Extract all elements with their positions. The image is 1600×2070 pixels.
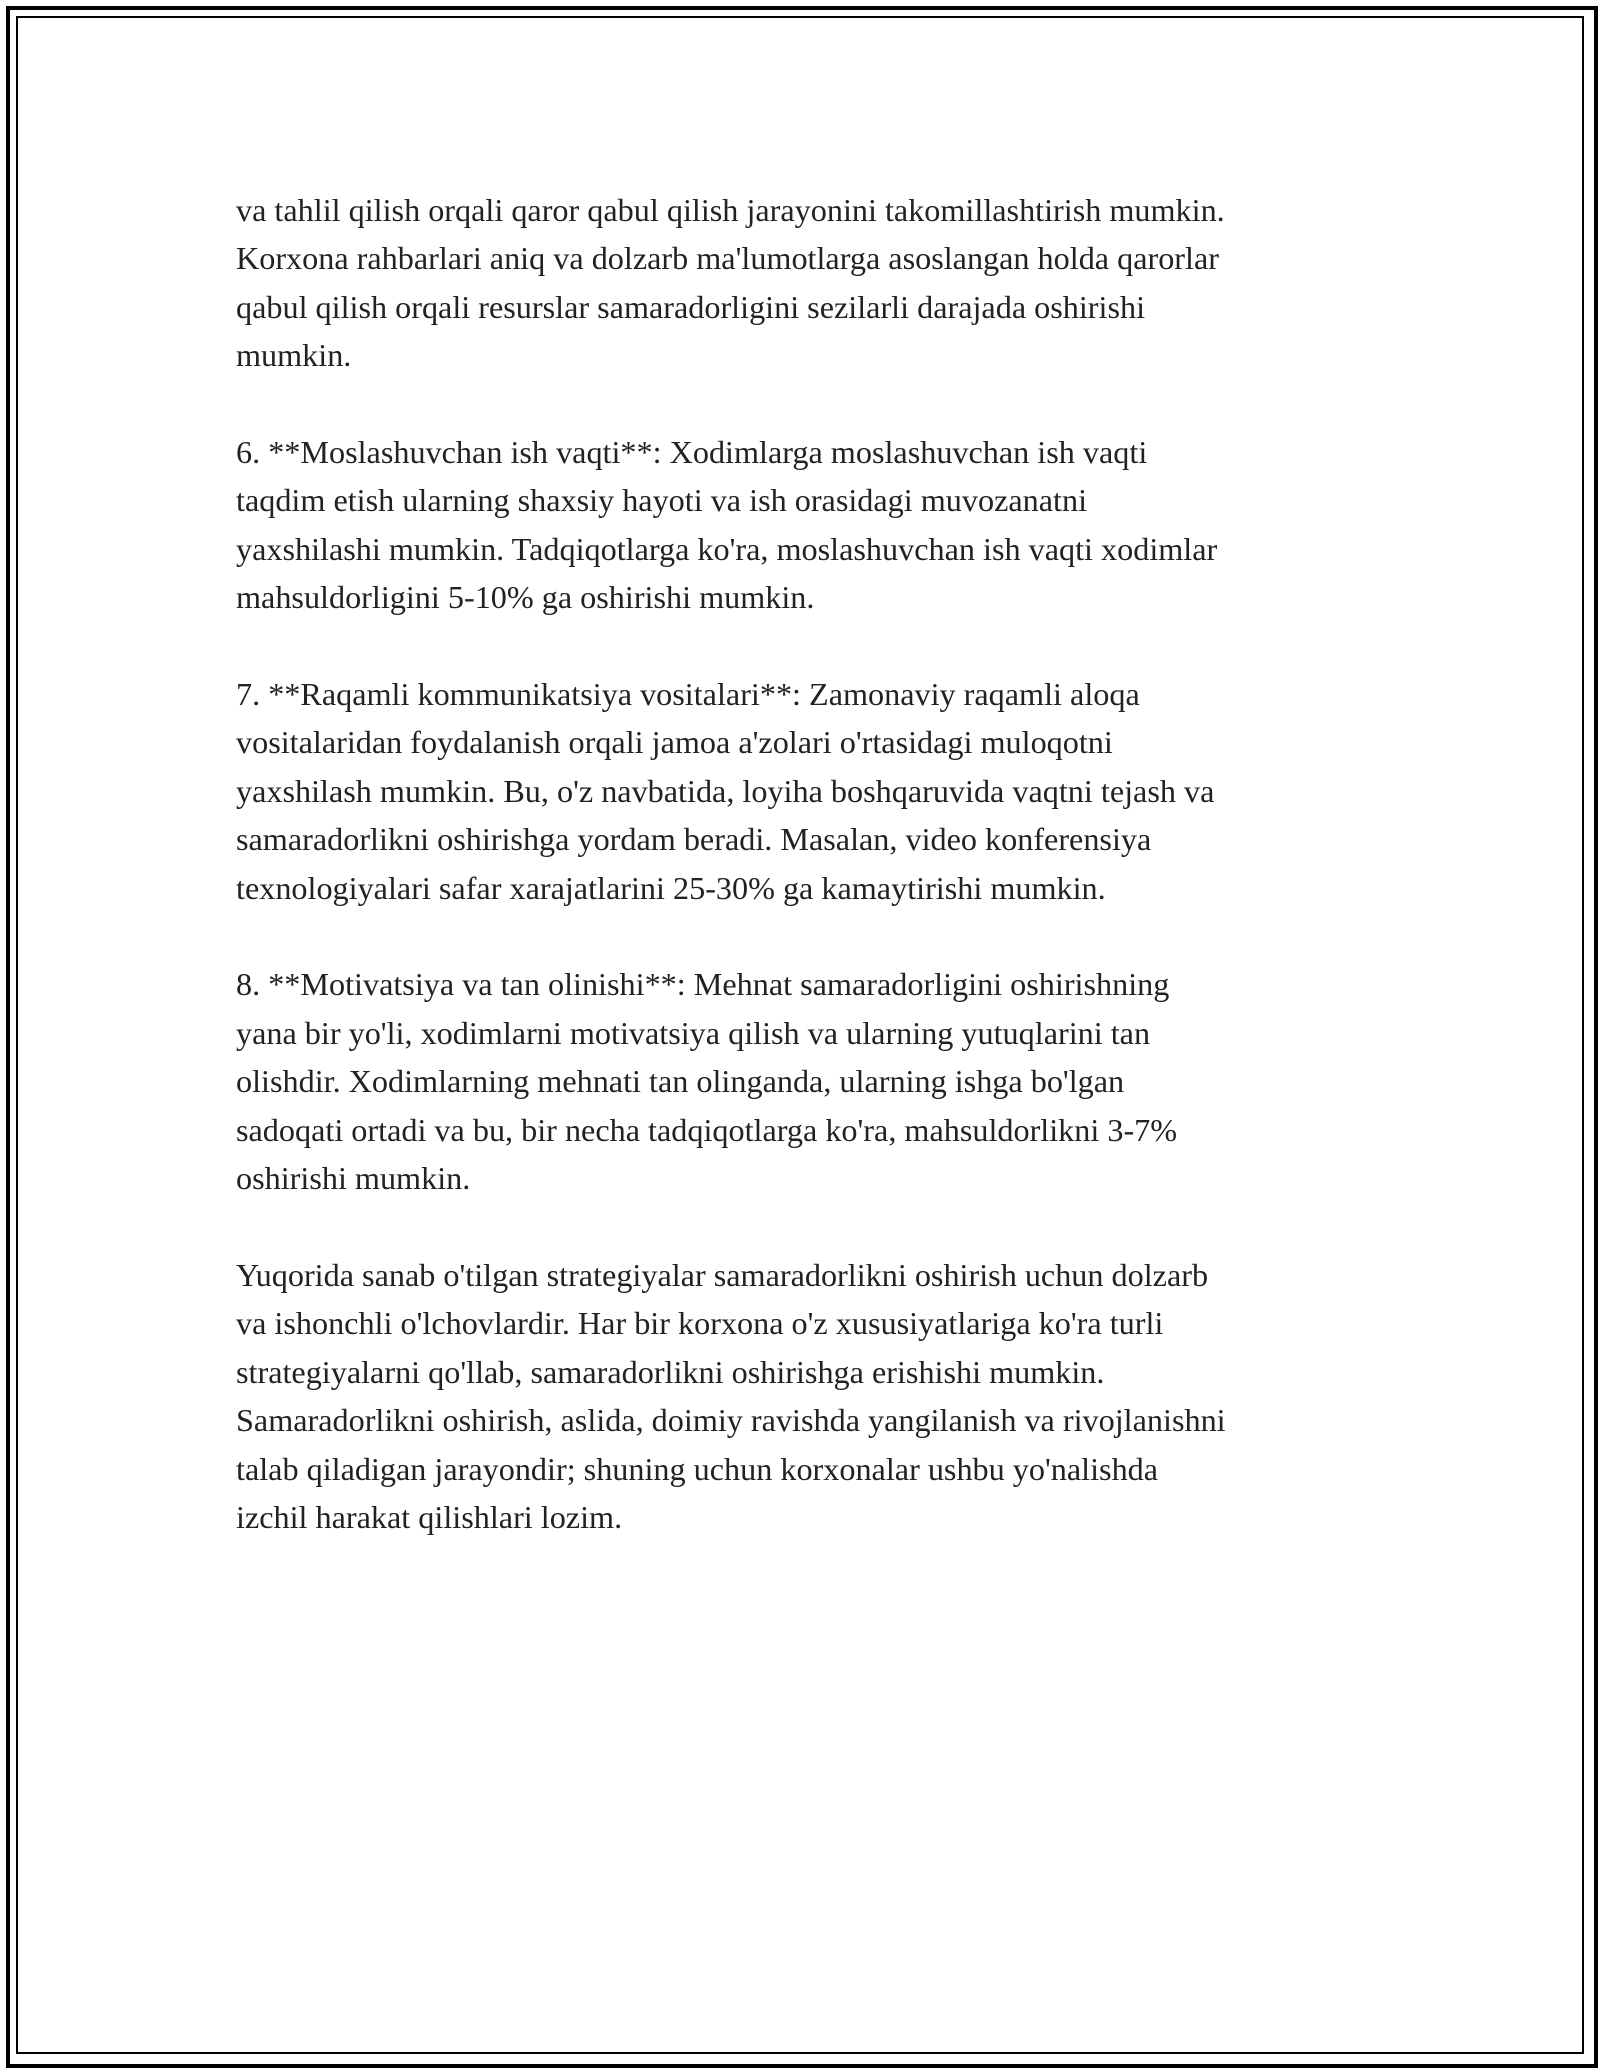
text-line: va tahlil qilish orqali qaror qabul qilish jarayonini takomillashtirish mumkin. [236, 192, 1225, 228]
text-line: sadoqati ortadi va bu, bir necha tadqiqotlarga ko'ra, mahsuldorlikni 3-7% [236, 1111, 1178, 1148]
document-body [236, 186, 1396, 1590]
paragraph-decision-making [236, 186, 1396, 380]
text-line: taqdim etish ularning shaxsiy hayoti va ish orasidagi muvozanatni [236, 482, 1088, 519]
text-line: talab qiladigan jarayondir; shuning uchun korxonalar ushbu yo'nalishda [236, 1450, 1159, 1487]
text-line: 8. **Motivatsiya va tan olinishi**: Mehnat samaradorligini oshirishning [236, 966, 1170, 1003]
text-line: qabul qilish orqali resurslar samaradorligini sezilarli darajada oshirishi [236, 288, 1146, 325]
text-line: Samaradorlikni oshirish, aslida, doimiy ravishda yangilanish va rivojlanishni [236, 1402, 1226, 1439]
text-line: samaradorlikni oshirishga yordam beradi. Masalan, video konferensiya [236, 821, 1152, 858]
paragraph-conclusion [236, 1251, 1396, 1541]
paragraph-item-7 [236, 670, 1396, 912]
paragraph-item-6 [236, 428, 1396, 622]
text-line: 6. **Moslashuvchan ish vaqti**: Xodimlarga moslashuvchan ish vaqti [236, 434, 1148, 471]
text-line: mahsuldorligini 5-10% ga oshirishi mumkin. [236, 579, 815, 616]
paragraph-item-8 [236, 960, 1396, 1202]
text-line: oshirishi mumkin. [236, 1160, 471, 1197]
text-line: 7. **Raqamli kommunikatsiya vositalari**: Zamonaviy raqamli aloqa [236, 676, 1140, 713]
text-line: mumkin. [236, 337, 352, 374]
text-line: yaxshilashi mumkin. Tadqiqotlarga ko'ra, moslashuvchan ish vaqti xodimlar [236, 530, 1218, 567]
text-line: texnologiyalari safar xarajatlarini 25-30% ga kamaytirishi mumkin. [236, 869, 1106, 906]
text-line: olishdir. Xodimlarning mehnati tan olinganda, ularning ishga bo'lgan [236, 1063, 1125, 1100]
text-line: Yuqorida sanab o'tilgan strategiyalar samaradorlikni oshirish uchun dolzarb [236, 1256, 1209, 1293]
text-line: strategiyalarni qo'llab, samaradorlikni oshirishga erishishi mumkin. [236, 1353, 1105, 1390]
text-line: va ishonchli o'lchovlardir. Har bir korxona o'z xususiyatlariga ko'ra turli [236, 1305, 1164, 1342]
text-line: vositalaridan foydalanish orqali jamoa a'zolari o'rtasidagi muloqotni [236, 724, 1113, 761]
text-line: yaxshilash mumkin. Bu, o'z navbatida, loyiha boshqaruvida vaqtni tejash va [236, 772, 1215, 809]
text-line: yana bir yo'li, xodimlarni motivatsiya qilish va ularning yutuqlarini tan [236, 1014, 1151, 1051]
text-line: Korxona rahbarlari aniq va dolzarb ma'lumotlarga asoslangan holda qarorlar [236, 240, 1219, 277]
text-line: izchil harakat qilishlari lozim. [236, 1498, 623, 1535]
